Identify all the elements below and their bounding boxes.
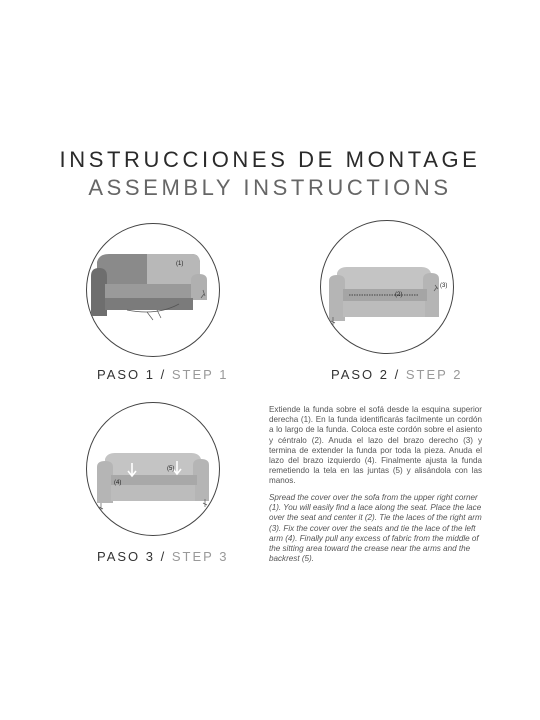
step-2-illustration	[320, 220, 454, 354]
step-3-label-en: STEP 3	[171, 549, 229, 564]
step-2-label	[331, 367, 462, 382]
title-spanish: INSTRUCCIONES DE MONTAGE	[59, 147, 481, 172]
callout-3: (3)	[440, 283, 448, 289]
callout-4: (4)	[114, 480, 122, 486]
callout-5: (5)	[167, 466, 175, 472]
step-3-illustration	[86, 402, 220, 536]
step-1-label	[97, 367, 228, 382]
step-1-label-en: STEP 1	[171, 367, 229, 382]
step-3-label-es: PASO 3	[97, 549, 156, 564]
callout-1: (1)	[176, 261, 184, 267]
step-2-label-en: STEP 2	[405, 367, 463, 382]
title-english: ASSEMBLY INSTRUCTIONS	[88, 175, 452, 200]
step-3-label	[97, 549, 228, 564]
callout-2: (2)	[395, 292, 403, 298]
step-1-separator: /	[155, 367, 172, 382]
step-3-separator: /	[155, 549, 172, 564]
step-1-label-es: PASO 1	[97, 367, 156, 382]
step-2-label-es: PASO 2	[331, 367, 390, 382]
instructions-spanish: Extiende la funda sobre el sofá desde la esquina superior derecha (1). En la funda identificarás facilmente un cordón a lo largo de la funda. Coloca este cordón sobre el asiento y céntralo (2). Anuda el lazo del brazo derecho (3) y termina de extender la funda por toda la pieza. Anuda el lazo del brazo izquierdo (4). Finalmente ajusta la funda remetiendo la tela en las juntas (5) y alisándola con las manos.	[269, 405, 482, 486]
step-2-separator: /	[389, 367, 406, 382]
instructions-english: Spread the cover over the sofa from the upper right corner (1). You will easily find a lace along the seat. Place the lace over the seat and center it (2). Tie the laces of the right arm (3). Fix the cover over the seats and tie the lace of the left arm (4). Finally pull any excess of fabric from the middle of the sitting area toward the crease near the arms and the backrest (5).	[269, 493, 482, 564]
step-1-illustration	[86, 223, 220, 357]
